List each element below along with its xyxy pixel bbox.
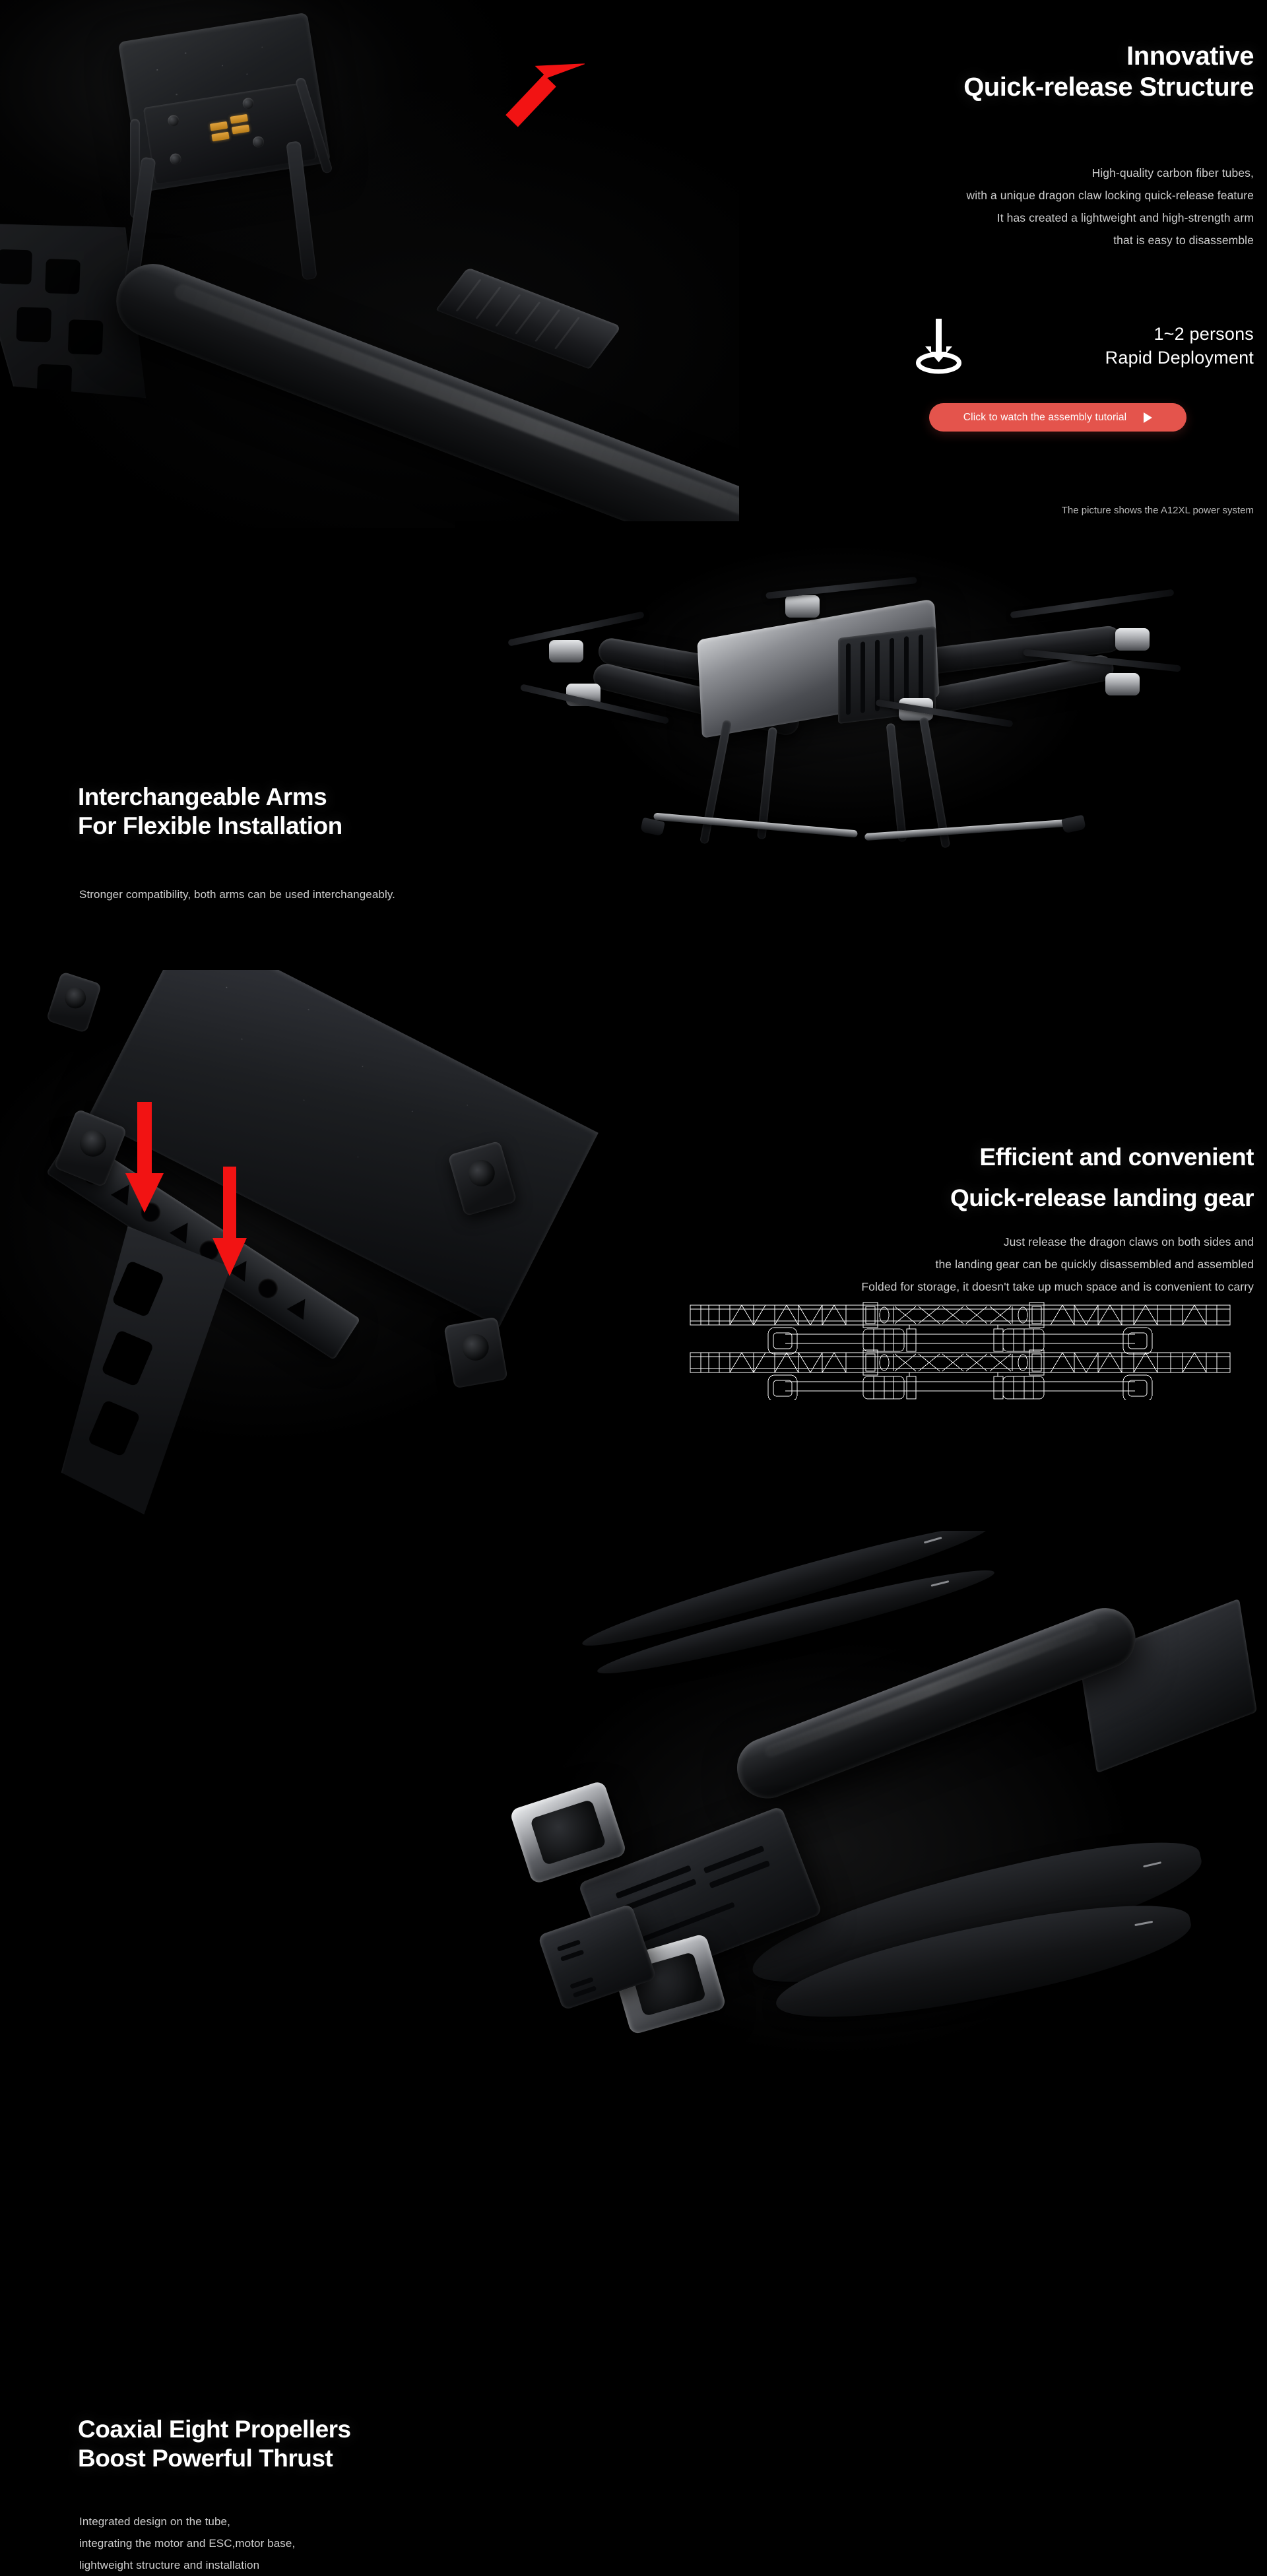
section-quick-release-landing-gear (0, 970, 1267, 1531)
section-quick-release-structure (0, 0, 1267, 528)
section2-body: Stronger compatibility, both arms can be used interchangeably. (79, 888, 395, 901)
power-pin-icon (211, 132, 229, 142)
section1-body: High-quality carbon fiber tubes, with a unique dragon claw locking quick-release feature It has created a lightweight and high-strength arm that is easy to disassemble (966, 166, 1254, 247)
play-triangle-icon (1144, 412, 1152, 423)
section1-caption: The picture shows the A12XL power system (1061, 505, 1254, 516)
section3-heading-line1: Efficient and convenient (979, 1143, 1254, 1171)
section-coaxial-propellers (0, 1531, 1267, 2572)
section1-heading-line1: Innovative (1126, 42, 1254, 71)
red-arrow-down-icon (124, 1102, 165, 1214)
landing-gear-truss (56, 1224, 234, 1521)
arrow-down-to-ellipse-icon (911, 316, 967, 377)
section3-heading-line2: Quick-release landing gear (950, 1184, 1254, 1211)
section4-heading-line2: Boost Powerful Thrust (78, 2444, 333, 2472)
section3-body: Just release the dragon claws on both sides and the landing gear can be quickly disassembled and assembled Folded for storage, it doesn't take up much space and is convenient to carry (861, 1235, 1254, 1294)
quick-release-arm-mount-photo (0, 0, 739, 528)
dragon-claw-clamp (443, 1317, 507, 1389)
coaxial-motor-propeller-photo (462, 1531, 1267, 2141)
landing-gear-skid (653, 813, 858, 838)
tube-fin-detail (436, 267, 622, 369)
section1-heading-line2: Quick-release Structure (963, 73, 1254, 102)
carbon-fiber-tube (106, 253, 739, 528)
rapid-deployment-block (911, 310, 1254, 383)
cta-label: Click to watch the assembly tutorial (963, 411, 1127, 423)
section1-heading (779, 41, 1254, 103)
landing-gear-foot (1061, 815, 1086, 834)
deployment-label: Rapid Deployment (1105, 348, 1254, 368)
upper-motor-can (509, 1780, 627, 1885)
drone-motor (1105, 673, 1140, 695)
power-pin-icon (210, 121, 228, 131)
landing-gear-dragon-claw-photo (0, 970, 660, 1531)
deployment-persons: 1~2 persons (1153, 324, 1254, 344)
red-arrow-down-icon (211, 1167, 248, 1277)
drone-motor (785, 595, 820, 618)
dragon-claw-clamp (46, 971, 102, 1033)
section2-heading-line1: Interchangeable Arms (78, 783, 327, 810)
section4-body: Integrated design on the tube, integrating the motor and ESC,motor base, lightweight structure and installation (79, 2515, 296, 2572)
red-arrow-up-right-icon (505, 51, 585, 137)
drone-motor (1115, 628, 1150, 651)
section4-heading (78, 2415, 606, 2472)
landing-gear-cad-line-drawing (686, 1295, 1234, 1400)
section4-heading-line1: Coaxial Eight Propellers (78, 2416, 351, 2443)
watch-assembly-tutorial-button[interactable] (929, 403, 1186, 432)
section2-heading (78, 783, 606, 840)
drone-motor (549, 640, 583, 662)
power-pin-icon (232, 125, 249, 135)
power-pin-icon (230, 114, 248, 124)
section3-heading (581, 1143, 1254, 1212)
section2-heading-line2: For Flexible Installation (78, 812, 342, 839)
drone-propeller (1010, 589, 1175, 619)
section-interchangeable-arms (0, 521, 1267, 970)
landing-gear-leg (886, 723, 907, 842)
drone-propeller (765, 577, 917, 599)
